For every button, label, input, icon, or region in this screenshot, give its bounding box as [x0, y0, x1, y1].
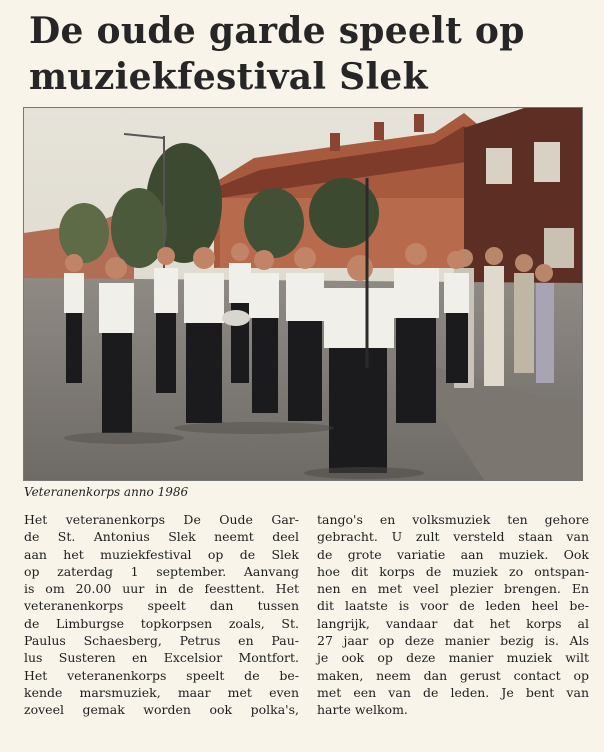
body-line: nen en met veel plezier brengen. En: [317, 581, 589, 597]
article-column-right: [317, 511, 589, 719]
body-line: tango's en volksmuziek ten gehore: [317, 512, 589, 527]
body-line: aan het muziekfestival op de Slek: [24, 546, 299, 562]
photo-caption: Veteranenkorps anno 1986: [24, 485, 189, 499]
body-line: zoveel gemak worden ook polka's,: [24, 702, 299, 718]
body-line: Het veteranenkorps De Oude Gar-: [24, 512, 299, 527]
article-headline: [29, 8, 589, 100]
body-line: kende marsmuziek, maar met even: [24, 684, 299, 700]
body-line: is om 20.00 uur in de feesttent. Het: [24, 581, 299, 597]
body-line: veteranenkorps speelt dan tussen: [24, 598, 299, 614]
body-line: gebracht. U zult versteld staan van: [317, 529, 589, 545]
body-line: harte welkom.: [317, 702, 408, 718]
article-column-left: [24, 511, 299, 719]
band-photo: [23, 107, 583, 481]
body-line: maken, neem dan gerust contact op: [317, 667, 589, 683]
body-line: lus Susteren en Excelsior Montfort.: [24, 650, 299, 666]
body-line: je ook op deze manier muziek wilt: [317, 650, 589, 666]
body-line: dit laatste is voor de leden heel be-: [317, 598, 589, 614]
body-line: de St. Antonius Slek neemt deel: [24, 529, 299, 545]
body-line: de grote variatie aan muziek. Ook: [317, 546, 589, 562]
body-line: Paulus Schaesberg, Petrus en Pau-: [24, 633, 299, 649]
body-line: 27 jaar op deze manier bezig is. Als: [317, 633, 589, 649]
photo-illustration: [24, 108, 582, 480]
body-line: de Limburgse topkorpsen zoals, St.: [24, 615, 299, 631]
body-line: op zaterdag 1 september. Aanvang: [24, 563, 299, 579]
body-line: hoe dit korps de muziek zo ontspan-: [317, 563, 589, 579]
body-line: met een van de leden. Je bent van: [317, 684, 589, 700]
headline-line: muziekfestival Slek: [29, 56, 428, 98]
headline-line: De oude garde speelt op: [29, 10, 525, 52]
body-line: langrijk, vandaar dat het korps al: [317, 615, 589, 631]
body-line: Het veteranenkorps speelt de be-: [24, 667, 299, 683]
